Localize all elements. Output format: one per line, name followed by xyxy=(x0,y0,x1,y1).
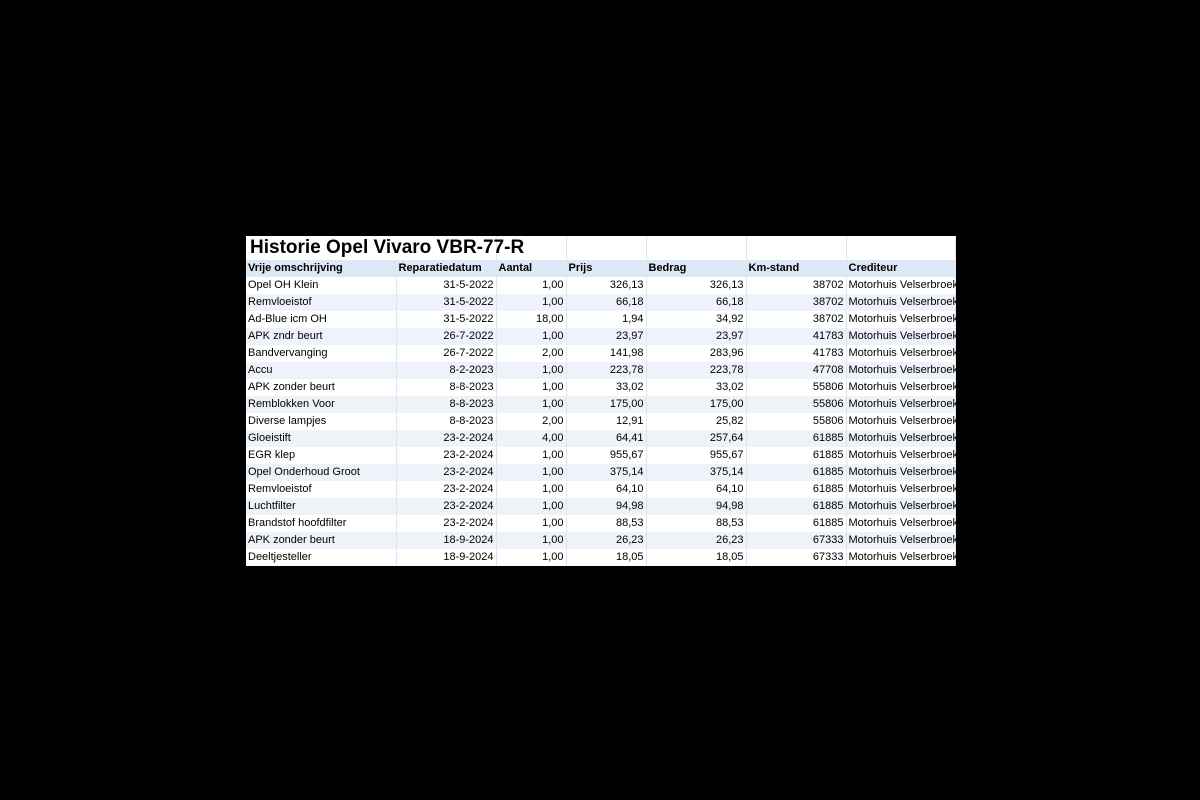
bedrag-cell[interactable]: 375,14 xyxy=(646,464,746,481)
bedrag-cell[interactable]: 34,92 xyxy=(646,311,746,328)
reparatiedatum-cell[interactable]: 31-5-2022 xyxy=(396,294,496,311)
km-stand-cell[interactable]: 67333 xyxy=(746,549,846,566)
aantal-cell[interactable]: 1,00 xyxy=(496,498,566,515)
reparatiedatum-cell[interactable]: 8-8-2023 xyxy=(396,413,496,430)
table-row xyxy=(246,549,955,566)
crediteur-cell[interactable]: Motorhuis Velserbroek xyxy=(846,362,955,379)
aantal-cell[interactable]: 1,00 xyxy=(496,396,566,413)
column-header-reparatiedatum[interactable]: Reparatiedatum xyxy=(396,260,496,277)
crediteur-cell[interactable]: Motorhuis Velserbroek xyxy=(846,532,955,549)
bedrag-cell[interactable]: 66,18 xyxy=(646,294,746,311)
empty-cell[interactable] xyxy=(746,236,846,260)
title-row xyxy=(246,236,955,260)
omschrijving-cell[interactable]: Remvloeistof xyxy=(246,481,396,498)
omschrijving-cell[interactable]: APK zonder beurt xyxy=(246,379,396,396)
omschrijving-cell[interactable]: Diverse lampjes xyxy=(246,413,396,430)
crediteur-cell[interactable]: Motorhuis Velserbroek xyxy=(846,430,955,447)
km-stand-cell[interactable]: 61885 xyxy=(746,447,846,464)
table-row xyxy=(246,396,955,413)
bedrag-cell[interactable]: 33,02 xyxy=(646,379,746,396)
prijs-cell[interactable]: 955,67 xyxy=(566,447,646,464)
table-row xyxy=(246,311,955,328)
reparatiedatum-cell[interactable]: 31-5-2022 xyxy=(396,311,496,328)
km-stand-cell[interactable]: 61885 xyxy=(746,430,846,447)
table-row xyxy=(246,481,955,498)
bedrag-cell[interactable]: 94,98 xyxy=(646,498,746,515)
aantal-cell[interactable]: 4,00 xyxy=(496,430,566,447)
bedrag-cell[interactable]: 23,97 xyxy=(646,328,746,345)
reparatiedatum-cell[interactable]: 8-8-2023 xyxy=(396,379,496,396)
empty-cell[interactable] xyxy=(646,236,746,260)
km-stand-cell[interactable]: 38702 xyxy=(746,311,846,328)
omschrijving-cell[interactable]: Gloeistift xyxy=(246,430,396,447)
aantal-cell[interactable]: 1,00 xyxy=(496,464,566,481)
crediteur-cell[interactable]: Motorhuis Velserbroek xyxy=(846,311,955,328)
prijs-cell[interactable]: 64,10 xyxy=(566,481,646,498)
km-stand-cell[interactable]: 67333 xyxy=(746,532,846,549)
column-header-crediteur[interactable]: Crediteur xyxy=(846,260,955,277)
omschrijving-cell[interactable]: Opel OH Klein xyxy=(246,277,396,294)
km-stand-cell[interactable]: 55806 xyxy=(746,379,846,396)
table-row xyxy=(246,328,955,345)
omschrijving-cell[interactable]: Bandvervanging xyxy=(246,345,396,362)
omschrijving-cell[interactable]: Ad-Blue icm OH xyxy=(246,311,396,328)
empty-cell[interactable] xyxy=(846,236,955,260)
aantal-cell[interactable]: 1,00 xyxy=(496,481,566,498)
km-stand-cell[interactable]: 55806 xyxy=(746,396,846,413)
omschrijving-cell[interactable]: Opel Onderhoud Groot xyxy=(246,464,396,481)
aantal-cell[interactable]: 1,00 xyxy=(496,294,566,311)
aantal-cell[interactable]: 1,00 xyxy=(496,515,566,532)
aantal-cell[interactable]: 1,00 xyxy=(496,549,566,566)
prijs-cell[interactable]: 94,98 xyxy=(566,498,646,515)
reparatiedatum-cell[interactable]: 23-2-2024 xyxy=(396,447,496,464)
bedrag-cell[interactable]: 283,96 xyxy=(646,345,746,362)
aantal-cell[interactable]: 1,00 xyxy=(496,277,566,294)
reparatiedatum-cell[interactable]: 26-7-2022 xyxy=(396,328,496,345)
aantal-cell[interactable]: 1,00 xyxy=(496,379,566,396)
crediteur-cell[interactable]: Motorhuis Velserbroek xyxy=(846,345,955,362)
aantal-cell[interactable]: 1,00 xyxy=(496,532,566,549)
repair-history-table xyxy=(246,236,956,566)
reparatiedatum-cell[interactable]: 18-9-2024 xyxy=(396,549,496,566)
prijs-cell[interactable]: 26,23 xyxy=(566,532,646,549)
reparatiedatum-cell[interactable]: 23-2-2024 xyxy=(396,515,496,532)
crediteur-cell[interactable]: Motorhuis Velserbroek xyxy=(846,379,955,396)
omschrijving-cell[interactable]: APK zonder beurt xyxy=(246,532,396,549)
table-row xyxy=(246,430,955,447)
km-stand-cell[interactable]: 47708 xyxy=(746,362,846,379)
reparatiedatum-cell[interactable]: 8-8-2023 xyxy=(396,396,496,413)
table-row xyxy=(246,515,955,532)
table-row xyxy=(246,277,955,294)
prijs-cell[interactable]: 88,53 xyxy=(566,515,646,532)
column-header-bedrag[interactable]: Bedrag xyxy=(646,260,746,277)
crediteur-cell[interactable]: Motorhuis Velserbroek xyxy=(846,447,955,464)
table-body xyxy=(246,277,958,566)
km-stand-cell[interactable]: 41783 xyxy=(746,345,846,362)
prijs-cell[interactable]: 375,14 xyxy=(566,464,646,481)
bedrag-cell[interactable]: 326,13 xyxy=(646,277,746,294)
spreadsheet-table xyxy=(246,236,958,566)
reparatiedatum-cell[interactable]: 23-2-2024 xyxy=(396,430,496,447)
column-header-aantal[interactable]: Aantal xyxy=(496,260,566,277)
prijs-cell[interactable]: 1,94 xyxy=(566,311,646,328)
prijs-cell[interactable]: 66,18 xyxy=(566,294,646,311)
prijs-cell[interactable]: 223,78 xyxy=(566,362,646,379)
table-row xyxy=(246,294,955,311)
prijs-cell[interactable]: 33,02 xyxy=(566,379,646,396)
prijs-cell[interactable]: 141,98 xyxy=(566,345,646,362)
bedrag-cell[interactable]: 88,53 xyxy=(646,515,746,532)
table-row xyxy=(246,498,955,515)
omschrijving-cell[interactable]: Accu xyxy=(246,362,396,379)
bedrag-cell[interactable]: 175,00 xyxy=(646,396,746,413)
table-row xyxy=(246,447,955,464)
reparatiedatum-cell[interactable]: 23-2-2024 xyxy=(396,464,496,481)
table-row xyxy=(246,345,955,362)
table-row xyxy=(246,362,955,379)
km-stand-cell[interactable]: 61885 xyxy=(746,464,846,481)
column-header-km-stand[interactable]: Km-stand xyxy=(746,260,846,277)
km-stand-cell[interactable]: 55806 xyxy=(746,413,846,430)
prijs-cell[interactable]: 12,91 xyxy=(566,413,646,430)
omschrijving-cell[interactable]: Deeltjesteller xyxy=(246,549,396,566)
km-stand-cell[interactable]: 38702 xyxy=(746,277,846,294)
crediteur-cell[interactable]: Motorhuis Velserbroek xyxy=(846,481,955,498)
omschrijving-cell[interactable]: EGR klep xyxy=(246,447,396,464)
crediteur-cell[interactable]: Motorhuis Velserbroek xyxy=(846,549,955,566)
bedrag-cell[interactable]: 257,64 xyxy=(646,430,746,447)
table-row xyxy=(246,532,955,549)
omschrijving-cell[interactable]: Brandstof hoofdfilter xyxy=(246,515,396,532)
reparatiedatum-cell[interactable]: 23-2-2024 xyxy=(396,481,496,498)
aantal-cell[interactable]: 2,00 xyxy=(496,345,566,362)
reparatiedatum-cell[interactable]: 18-9-2024 xyxy=(396,532,496,549)
empty-cell[interactable] xyxy=(566,236,646,260)
aantal-cell[interactable]: 1,00 xyxy=(496,362,566,379)
km-stand-cell[interactable]: 61885 xyxy=(746,481,846,498)
crediteur-cell[interactable]: Motorhuis Velserbroek xyxy=(846,464,955,481)
aantal-cell[interactable]: 2,00 xyxy=(496,413,566,430)
bedrag-cell[interactable]: 25,82 xyxy=(646,413,746,430)
km-stand-cell[interactable]: 61885 xyxy=(746,515,846,532)
km-stand-cell[interactable]: 38702 xyxy=(746,294,846,311)
km-stand-cell[interactable]: 61885 xyxy=(746,498,846,515)
crediteur-cell[interactable]: Motorhuis Velserbroek xyxy=(846,413,955,430)
omschrijving-cell[interactable]: Remblokken Voor xyxy=(246,396,396,413)
prijs-cell[interactable]: 18,05 xyxy=(566,549,646,566)
bedrag-cell[interactable]: 955,67 xyxy=(646,447,746,464)
column-header-prijs[interactable]: Prijs xyxy=(566,260,646,277)
aantal-cell[interactable]: 1,00 xyxy=(496,328,566,345)
bedrag-cell[interactable]: 223,78 xyxy=(646,362,746,379)
prijs-cell[interactable]: 326,13 xyxy=(566,277,646,294)
crediteur-cell[interactable]: Motorhuis Velserbroek xyxy=(846,277,955,294)
reparatiedatum-cell[interactable]: 26-7-2022 xyxy=(396,345,496,362)
omschrijving-cell[interactable]: Luchtfilter xyxy=(246,498,396,515)
crediteur-cell[interactable]: Motorhuis Velserbroek xyxy=(846,515,955,532)
omschrijving-cell[interactable]: APK zndr beurt xyxy=(246,328,396,345)
km-stand-cell[interactable]: 41783 xyxy=(746,328,846,345)
table-row xyxy=(246,464,955,481)
bedrag-cell[interactable]: 26,23 xyxy=(646,532,746,549)
aantal-cell[interactable]: 1,00 xyxy=(496,447,566,464)
reparatiedatum-cell[interactable]: 23-2-2024 xyxy=(396,498,496,515)
crediteur-cell[interactable]: Motorhuis Velserbroek xyxy=(846,396,955,413)
crediteur-cell[interactable]: Motorhuis Velserbroek xyxy=(846,294,955,311)
reparatiedatum-cell[interactable]: 8-2-2023 xyxy=(396,362,496,379)
prijs-cell[interactable]: 175,00 xyxy=(566,396,646,413)
omschrijving-cell[interactable]: Remvloeistof xyxy=(246,294,396,311)
column-header-omschrijving[interactable]: Vrije omschrijving xyxy=(246,260,396,277)
table-title: Historie Opel Vivaro VBR-77-R xyxy=(250,237,525,258)
crediteur-cell[interactable]: Motorhuis Velserbroek xyxy=(846,328,955,345)
crediteur-cell[interactable]: Motorhuis Velserbroek xyxy=(846,498,955,515)
table-title-cell[interactable] xyxy=(246,236,525,260)
prijs-cell[interactable]: 64,41 xyxy=(566,430,646,447)
header-row xyxy=(246,260,955,277)
prijs-cell[interactable]: 23,97 xyxy=(566,328,646,345)
table-row xyxy=(246,379,955,396)
table-row xyxy=(246,413,955,430)
bedrag-cell[interactable]: 18,05 xyxy=(646,549,746,566)
bedrag-cell[interactable]: 64,10 xyxy=(646,481,746,498)
reparatiedatum-cell[interactable]: 31-5-2022 xyxy=(396,277,496,294)
aantal-cell[interactable]: 18,00 xyxy=(496,311,566,328)
